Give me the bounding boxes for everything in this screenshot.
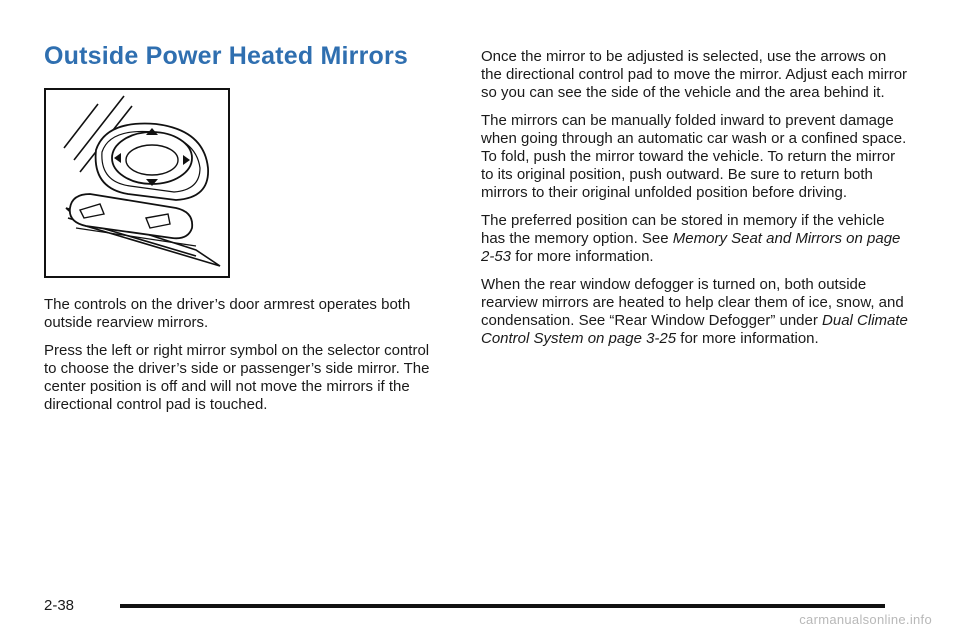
paragraph: The controls on the driver’s door armrest operates both outside rearview mirrors. [44, 296, 411, 331]
paragraph-text: for more information. [511, 248, 654, 265]
paragraph-text: for more information. [676, 330, 819, 347]
watermark: carmanualsonline.info [799, 612, 932, 627]
paragraph: Press the left or right mirror symbol on the selector control to choose the driver’s side or passenger’s side mirror. The center position is off and will not move the mirrors if the directional control pad is touched. [44, 342, 430, 413]
paragraph: Once the mirror to be adjusted is selected, use the arrows on the directional control pad to move the mirror. Adjust each mirror so you can see the side of the vehicle and the area behind it. [481, 48, 908, 101]
left-column [44, 296, 444, 424]
paragraph [481, 212, 911, 266]
paragraph: The mirrors can be manually folded inward to prevent damage when going through an automatic car wash or a confined space. To fold, push the mirror toward the vehicle. To return the mirror to its original position, push outward. Be sure to return both mirrors to their original unfolded position before driving. [481, 112, 907, 201]
cross-reference-link[interactable]: Memory Seat and Mirrors on page 2-53 [481, 230, 901, 265]
right-column [481, 48, 911, 358]
cross-reference-link[interactable]: Dual Climate Control System on page 3-25 [481, 312, 908, 347]
mirror-control-illustration [44, 88, 230, 278]
mirror-control-icon [46, 90, 228, 276]
page-title: Outside Power Heated Mirrors [44, 42, 409, 70]
paragraph-text: When the rear window defogger is turned on, both outside rearview mirrors are heated to help clear them of ice, snow, and condensation. See “Rear Window Defogger” under [481, 276, 904, 329]
paragraph-text: The preferred position can be stored in memory if the vehicle has the memory option. See [481, 212, 885, 247]
page-number: 2-38 [44, 597, 75, 614]
footer-rule [120, 604, 885, 608]
paragraph [481, 276, 911, 348]
